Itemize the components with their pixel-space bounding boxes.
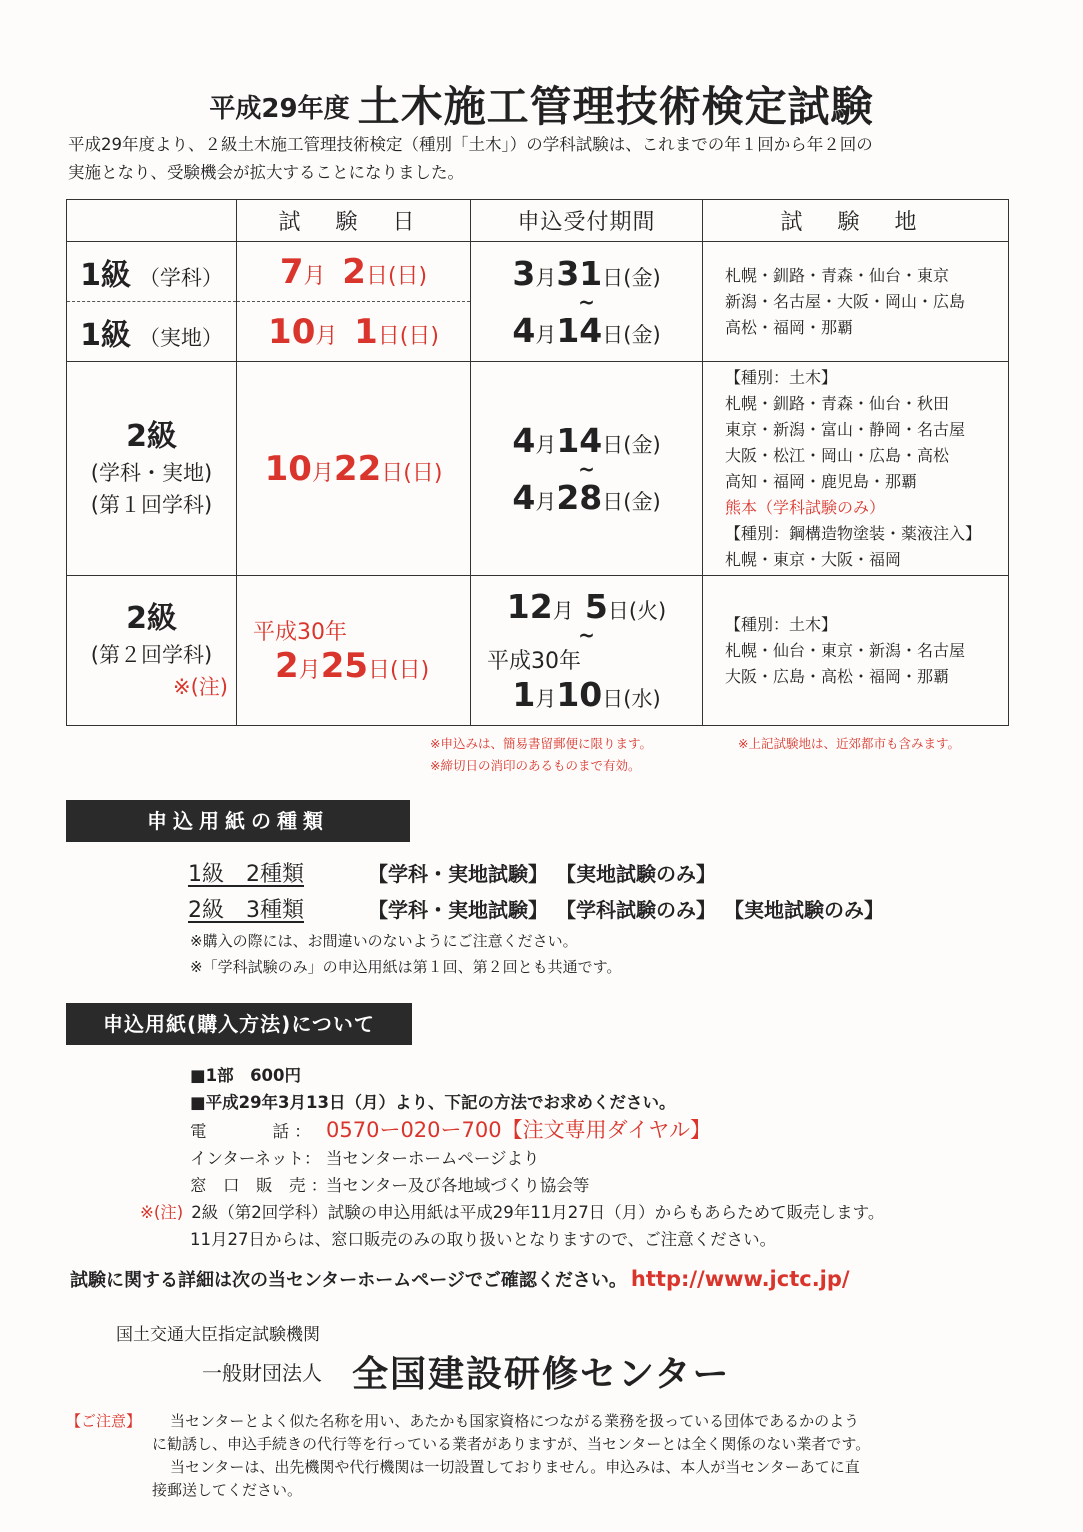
header-location: 試 験 地 — [703, 200, 1009, 242]
level-2-first: 2級 (学科・実地) (第１回学科) — [67, 362, 237, 576]
header-empty — [67, 200, 237, 242]
level-2-second: 2級 (第２回学科) ※(注) — [67, 576, 237, 726]
page-title — [0, 74, 1083, 134]
date-2-first: 10月22日(日) — [237, 362, 471, 576]
purchase-price: ■1部 600円 — [190, 1066, 302, 1085]
location-2-second: 【種別：土木】 札幌・仙台・東京・新潟・名古屋 大阪・広島・高松・福岡・那覇 — [703, 576, 1009, 726]
purchase-from: ■平成29年3月13日（月）より、下記の方法でお求めください。 — [190, 1093, 676, 1112]
intro-line-1: 平成29年度より、２級土木施工管理技術検定（種別「土木」）の学科試験は、これまでの年１回から年２回の — [68, 135, 873, 154]
purchase-window: 窓 口 販 売 ：当センター及び各地域づくり協会等 — [190, 1176, 590, 1195]
title-main: 土木施工管理技術検定試験 — [357, 82, 874, 131]
intro-line-2: 実施となり、受験機会が拡大することになりました。 — [68, 163, 464, 182]
header-date: 試 験 日 — [237, 200, 471, 242]
table-row — [67, 362, 1009, 576]
level-1-practical: 1級 （実地） — [67, 302, 237, 362]
period-1: 3月31日(金) ~ 4月14日(金) — [471, 242, 703, 362]
section-band-purchase: 申込用紙(購入方法)について — [66, 1003, 412, 1045]
intro-text — [68, 131, 1018, 187]
purchase-internet: インターネット： 当センターホームページより — [190, 1149, 540, 1168]
title-year: 平成29年度 — [209, 94, 350, 124]
note-postmark: ※締切日の消印のあるものまで有効。 — [430, 758, 641, 773]
tilde-icon: ~ — [578, 289, 595, 314]
location-1: 札幌・釧路・青森・仙台・東京 新潟・名古屋・大阪・岡山・広島 高松・福岡・那覇 — [703, 242, 1009, 362]
table-row — [67, 576, 1009, 726]
table-header-row — [67, 200, 1009, 242]
caution-block: 【ご注意】 当センターとよく似た名称を用い、あたかも国家資格につながる業務を扱っている団体であるかのよう に勧誘し、申込手続きの代行等を行っている業者がありますが、当センターとは全く関係のない業者です。 当センターは、出先機関や代行機関は一切設置しておりません。申込みは、本人が当センターあてに直 接郵送してください。 — [66, 1412, 871, 1499]
table-notes — [430, 733, 960, 777]
website-link[interactable]: http://www.jctc.jp/ — [630, 1267, 850, 1291]
forms-note-2: ※「学科試験のみ」の申込用紙は第１回、第２回とも共通です。 — [190, 958, 622, 976]
detail-line: 試験に関する詳細は次の当センターホームページでご確認ください。 http://www.jctc.jp/ — [70, 1267, 850, 1291]
period-2-second: 12月 5日(火) ~ 平成30年 1月10日(水) — [471, 576, 703, 726]
org-name: 全国建設研修センター — [352, 1353, 731, 1395]
purchase-phone: 電 話 ： 0570ー020ー700【注文専用ダイヤル】 — [190, 1118, 711, 1142]
tilde-icon: ~ — [578, 623, 595, 647]
period-2-first: 4月14日(金) ~ 4月28日(金) — [471, 362, 703, 576]
org-type: 一般財団法人 — [202, 1361, 322, 1385]
table-row — [67, 242, 1009, 302]
level-1-written: 1級 （学科） — [67, 242, 237, 302]
purchase-note: ※(注) 2級（第2回学科）試験の申込用紙は平成29年11月27日（月）からもあらためて販売します。 11月27日からは、窓口販売のみの取り扱いとなりますので、ご注意ください。 — [140, 1203, 885, 1249]
form-types-level2: 2級 3種類 【学科・実地試験】 【学科試験のみ】 【実地試験のみ】 — [188, 898, 884, 923]
date-1-written: 7月 2日(日) — [237, 242, 471, 302]
org-name-block — [202, 1346, 731, 1397]
note-registered-mail: ※申込みは、簡易書留郵便に限ります。 — [430, 736, 652, 751]
note-nearby-cities: ※上記試験地は、近郊都市も含みます。 — [738, 736, 960, 751]
section-band-forms: 申込用紙の種類 — [66, 800, 410, 842]
caution-label: 【ご注意】 — [66, 1412, 142, 1430]
org-designation: 国土交通大臣指定試験機関 — [116, 1325, 320, 1345]
date-1-practical: 10月 1日(日) — [237, 302, 471, 362]
date-2-second: 平成30年 2月25日(日) — [237, 576, 471, 726]
location-2-first: 【種別：土木】 札幌・釧路・青森・仙台・秋田 東京・新潟・富山・静岡・名古屋 大阪・松江・岡山・広島・高松 高知・福岡・鹿児島・那覇 熊本（学科試験のみ） 【種別：鋼構造物塗装・薬液注入】 札幌・東京・大阪・福岡 — [703, 362, 1009, 576]
header-period: 申込受付期間 — [471, 200, 703, 242]
tilde-icon: ~ — [578, 456, 595, 481]
form-types-level1: 1級 2種類 【学科・実地試験】 【実地試験のみ】 — [188, 862, 716, 887]
forms-note-1: ※購入の際には、お間違いのないようにご注意ください。 — [190, 932, 578, 950]
phone-number[interactable]: 0570ー020ー700【注文専用ダイヤル】 — [326, 1118, 711, 1142]
schedule-table — [66, 199, 1009, 726]
